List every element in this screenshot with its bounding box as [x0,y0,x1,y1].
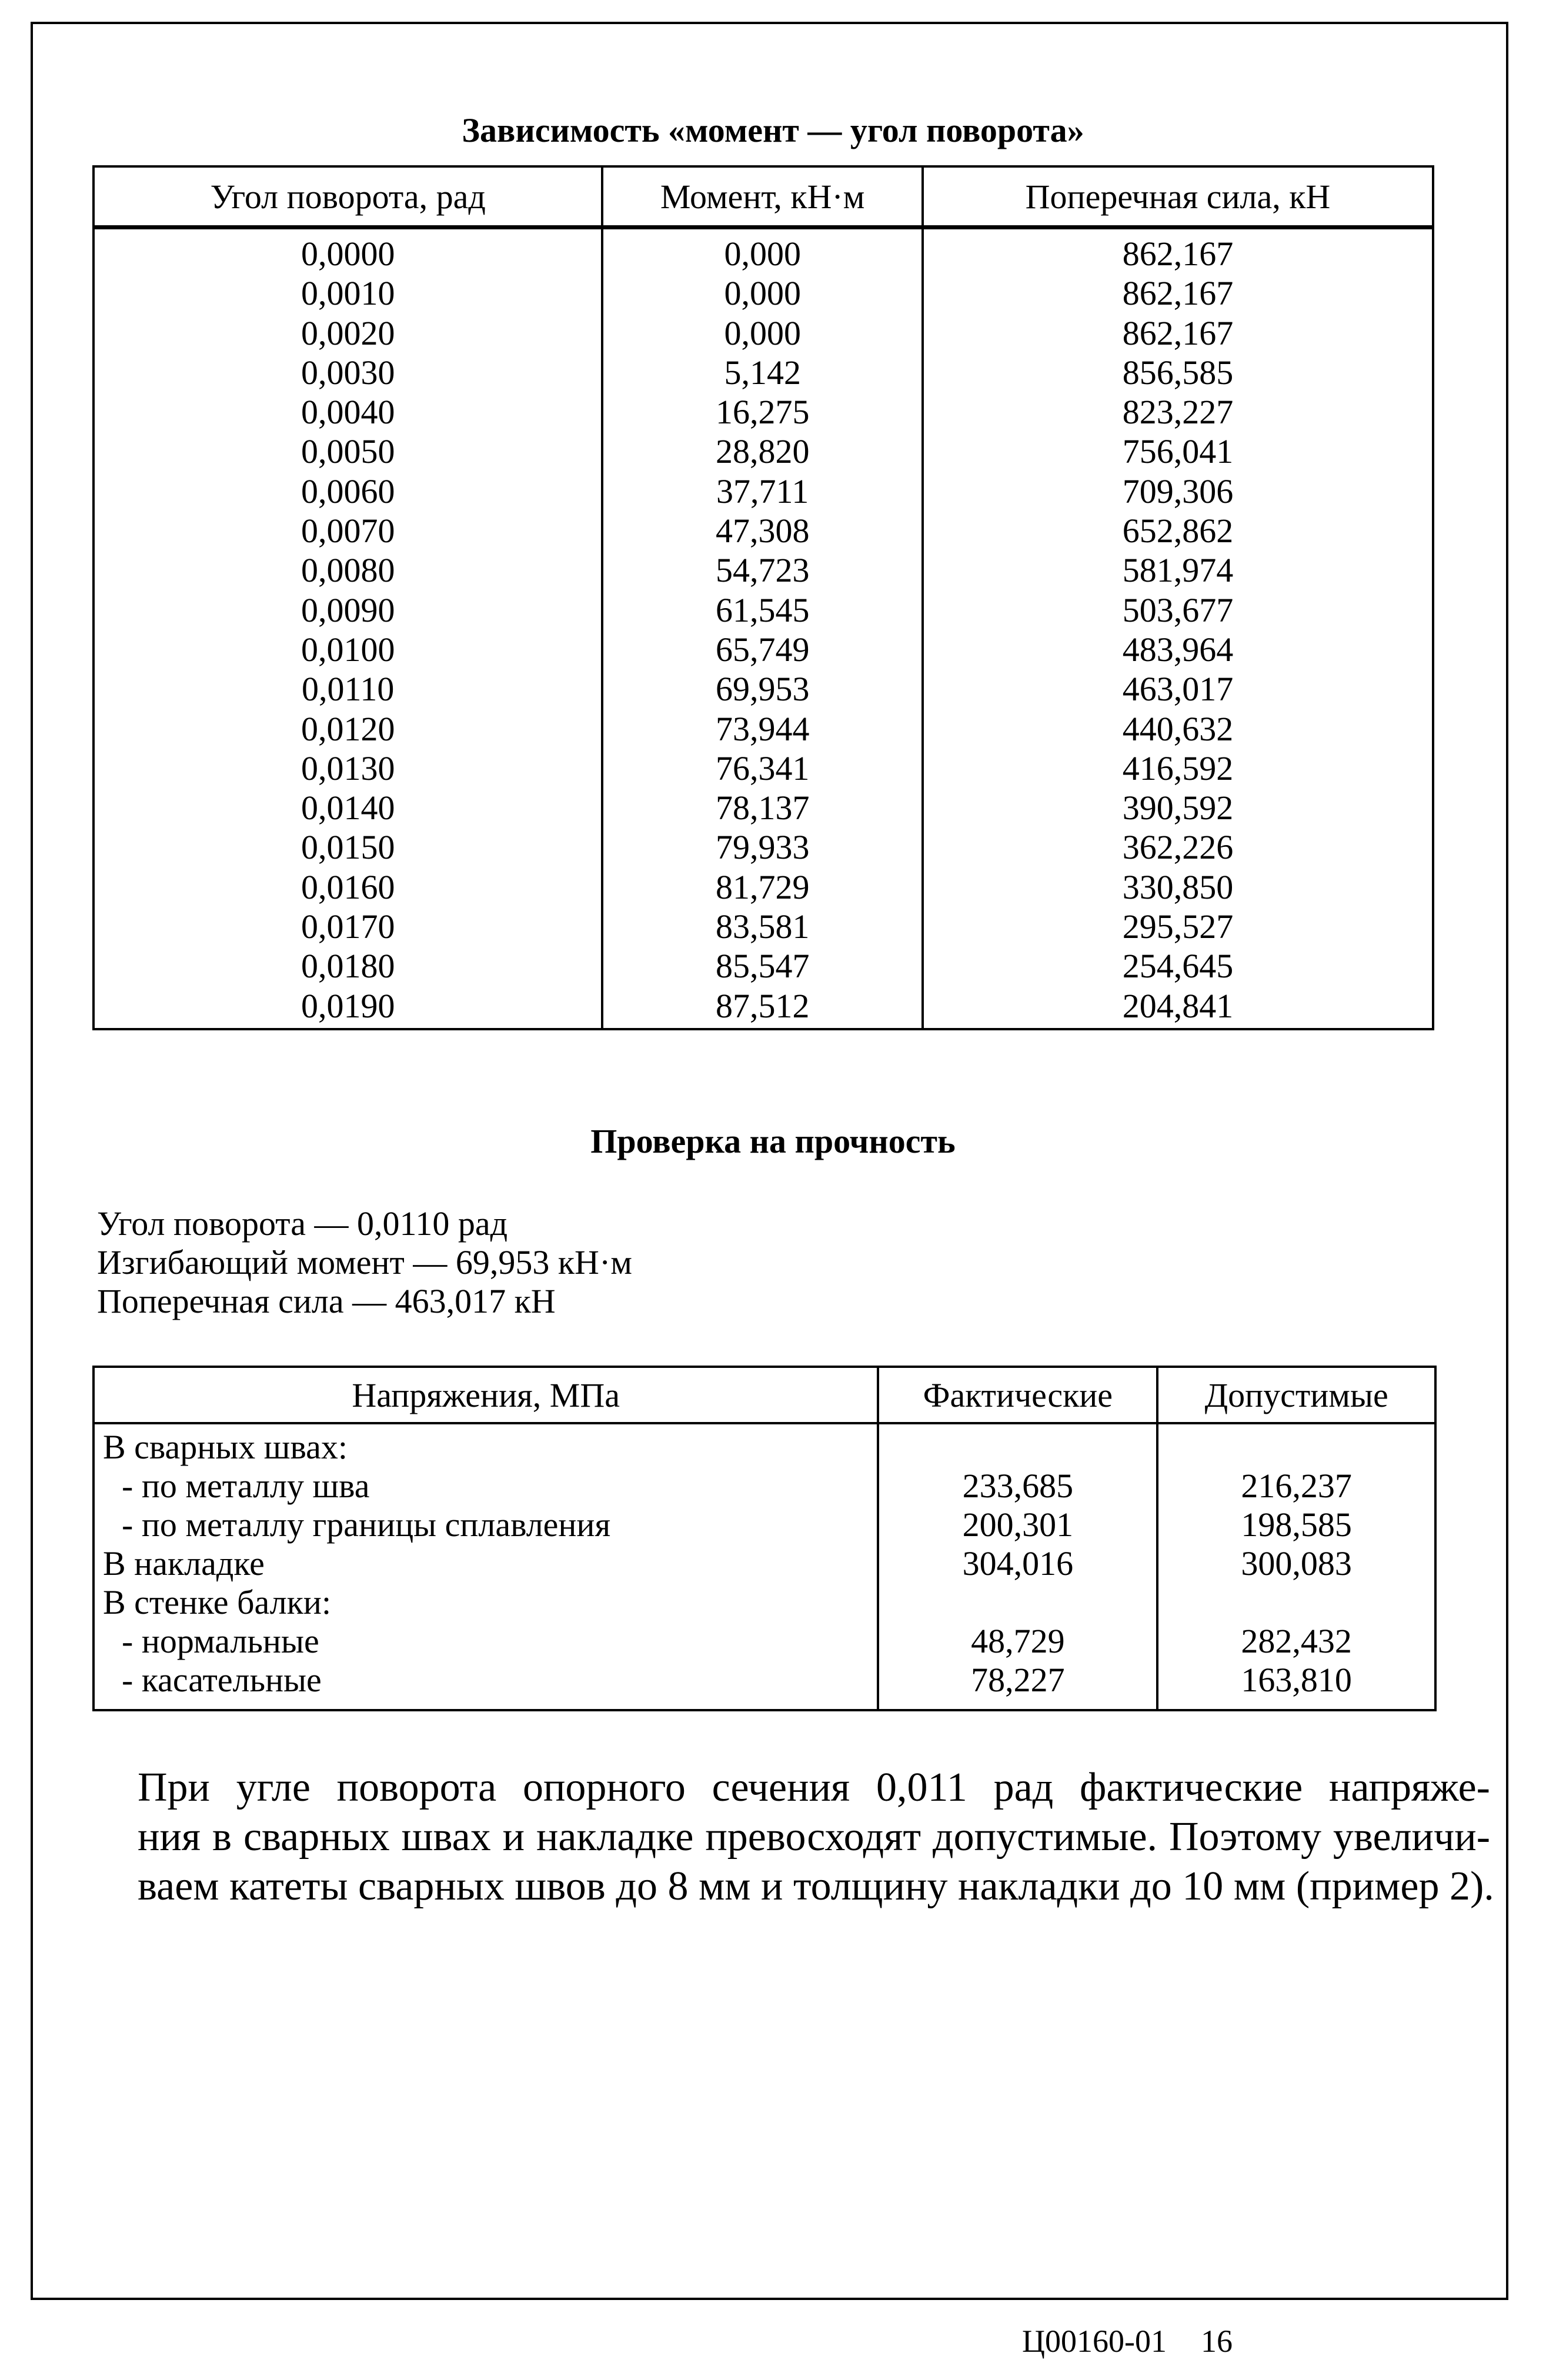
cell-moment: 16,275 [602,392,923,432]
table-row [94,550,1433,590]
cell-angle: 0,0080 [300,551,395,590]
cell-moment: 37,711 [602,472,923,511]
cell-angle: 0,0040 [300,393,395,432]
table-row [94,1506,1435,1544]
cell-stress-label: - по металлу шва [122,1467,370,1505]
cell-shear: 503,677 [923,590,1433,630]
cell-angle: 0,0070 [300,512,395,550]
cell-angle: 0,0190 [300,986,395,1025]
cell-moment: 47,308 [602,511,923,550]
column-header-stress: Напряжения, МПа [94,1367,878,1423]
cell-shear: 463,017 [923,669,1433,709]
table-row [94,472,1433,511]
cell-moment: 5,142 [602,353,923,392]
conclusion-line-1: При угле поворота опорного сечения 0,011 рад фактические напряже- [138,1765,1490,1810]
cell-shear: 823,227 [923,392,1433,432]
cell-allowed [1157,1423,1435,1467]
cell-angle: 0,0050 [300,432,395,471]
table-row [94,1467,1435,1506]
cell-shear: 362,226 [923,827,1433,867]
strength-check-summary [97,1204,632,1321]
cell-stress-label: - по металлу границы сплавления [122,1506,611,1544]
table-row [94,1544,1435,1583]
cell-shear: 254,645 [923,946,1433,986]
cell-shear: 204,841 [923,986,1433,1029]
cell-actual: 78,227 [878,1661,1157,1710]
conclusion-paragraph [138,1763,1494,1911]
cell-shear: 440,632 [923,709,1433,749]
cell-moment: 76,341 [602,749,923,788]
table-row [94,1622,1435,1661]
table-row [94,946,1433,986]
cell-stress-label: - касательные [122,1661,322,1699]
cell-moment: 0,000 [602,228,923,274]
table-row [94,709,1433,749]
cell-angle: 0,0030 [300,353,395,392]
cell-moment: 69,953 [602,669,923,709]
cell-actual [878,1423,1157,1467]
cell-angle: 0,0130 [300,749,395,787]
cell-angle: 0,0020 [300,313,395,352]
cell-shear: 416,592 [923,749,1433,788]
table-row [94,511,1433,550]
table-row [94,788,1433,827]
cell-moment: 83,581 [602,907,923,946]
table1-title: Зависимость «момент — угол поворота» [462,111,1084,149]
table-row [94,867,1433,907]
cell-moment: 78,137 [602,788,923,827]
table1-body [94,228,1433,1029]
table-row [94,1661,1435,1710]
cell-angle: 0,0180 [300,947,395,986]
table-row [94,827,1433,867]
cell-actual: 304,016 [878,1544,1157,1583]
cell-shear: 862,167 [923,313,1433,353]
cell-angle: 0,0000 [300,235,395,273]
cell-angle: 0,0120 [300,709,395,748]
table-row [94,907,1433,946]
cell-angle: 0,0170 [300,907,395,946]
summary-line-shear: Поперечная сила — 463,017 кН [97,1282,556,1320]
cell-moment: 73,944 [602,709,923,749]
cell-shear: 862,167 [923,228,1433,274]
cell-allowed: 300,083 [1157,1544,1435,1583]
cell-stress-label: В сварных швах: [103,1428,348,1466]
page-footer [1022,2321,1233,2362]
cell-shear: 390,592 [923,788,1433,827]
cell-stress-label: В стенке балки: [103,1583,332,1621]
table-row [94,986,1433,1029]
column-header-actual: Фактические [878,1367,1157,1423]
cell-shear: 756,041 [923,432,1433,471]
table-row [94,749,1433,788]
cell-moment: 28,820 [602,432,923,471]
cell-angle: 0,0150 [300,828,395,867]
table-header-row [94,166,1433,228]
page-number: 16 [1200,2324,1233,2359]
column-header-moment: Момент, кН·м [602,166,923,228]
table-row [94,313,1433,353]
conclusion-line-2: ния в сварных швах и накладке превосходят допустимые. Поэтому увеличи- [138,1814,1490,1860]
cell-angle: 0,0110 [302,670,395,709]
column-header-allowed: Допустимые [1157,1367,1435,1423]
cell-angle: 0,0060 [300,472,395,510]
summary-line-angle: Угол поворота — 0,0110 рад [97,1204,508,1243]
cell-angle: 0,0140 [300,789,395,827]
cell-stress-label: - нормальные [122,1622,319,1660]
table-row [94,432,1433,471]
cell-moment: 0,000 [602,313,923,353]
cell-shear: 295,527 [923,907,1433,946]
column-header-shear: Поперечная сила, кН [923,166,1433,228]
cell-shear: 856,585 [923,353,1433,392]
moment-rotation-table [92,165,1434,1030]
cell-moment: 85,547 [602,946,923,986]
conclusion-line-3: ваем катеты сварных швов до 8 мм и толщину накладки до 10 мм (пример 2). [138,1864,1494,1909]
cell-shear: 862,167 [923,273,1433,313]
cell-shear: 483,964 [923,630,1433,669]
table-row [94,228,1433,274]
strength-check-title: Проверка на прочность [590,1122,956,1160]
cell-allowed: 282,432 [1157,1622,1435,1661]
table-row [94,392,1433,432]
cell-allowed: 216,237 [1157,1467,1435,1506]
cell-angle: 0,0090 [300,590,395,629]
table-header-row [94,1367,1435,1423]
cell-moment: 61,545 [602,590,923,630]
cell-stress-label: В накладке [103,1544,265,1583]
cell-actual [878,1583,1157,1622]
cell-allowed [1157,1583,1435,1622]
table-row [94,590,1433,630]
cell-shear: 330,850 [923,867,1433,907]
cell-angle: 0,0100 [300,630,395,669]
table-row [94,1423,1435,1467]
table-row [94,1583,1435,1622]
cell-moment: 81,729 [602,867,923,907]
document-code: Ц00160-01 [1022,2324,1167,2359]
table-row [94,273,1433,313]
cell-shear: 581,974 [923,550,1433,590]
cell-actual: 233,685 [878,1467,1157,1506]
cell-shear: 652,862 [923,511,1433,550]
cell-shear: 709,306 [923,472,1433,511]
cell-moment: 65,749 [602,630,923,669]
table2-body [94,1423,1435,1710]
cell-moment: 79,933 [602,827,923,867]
cell-angle: 0,0010 [300,274,395,313]
cell-moment: 0,000 [602,273,923,313]
stress-table [92,1366,1437,1711]
cell-allowed: 198,585 [1157,1506,1435,1544]
column-header-angle: Угол поворота, рад [94,166,602,228]
cell-allowed: 163,810 [1157,1661,1435,1710]
table-row [94,353,1433,392]
cell-moment: 87,512 [602,986,923,1029]
cell-actual: 200,301 [878,1506,1157,1544]
table-row [94,630,1433,669]
table-row [94,669,1433,709]
cell-angle: 0,0160 [300,867,395,906]
cell-actual: 48,729 [878,1622,1157,1661]
cell-moment: 54,723 [602,550,923,590]
summary-line-moment: Изгибающий момент — 69,953 кН·м [97,1243,632,1281]
